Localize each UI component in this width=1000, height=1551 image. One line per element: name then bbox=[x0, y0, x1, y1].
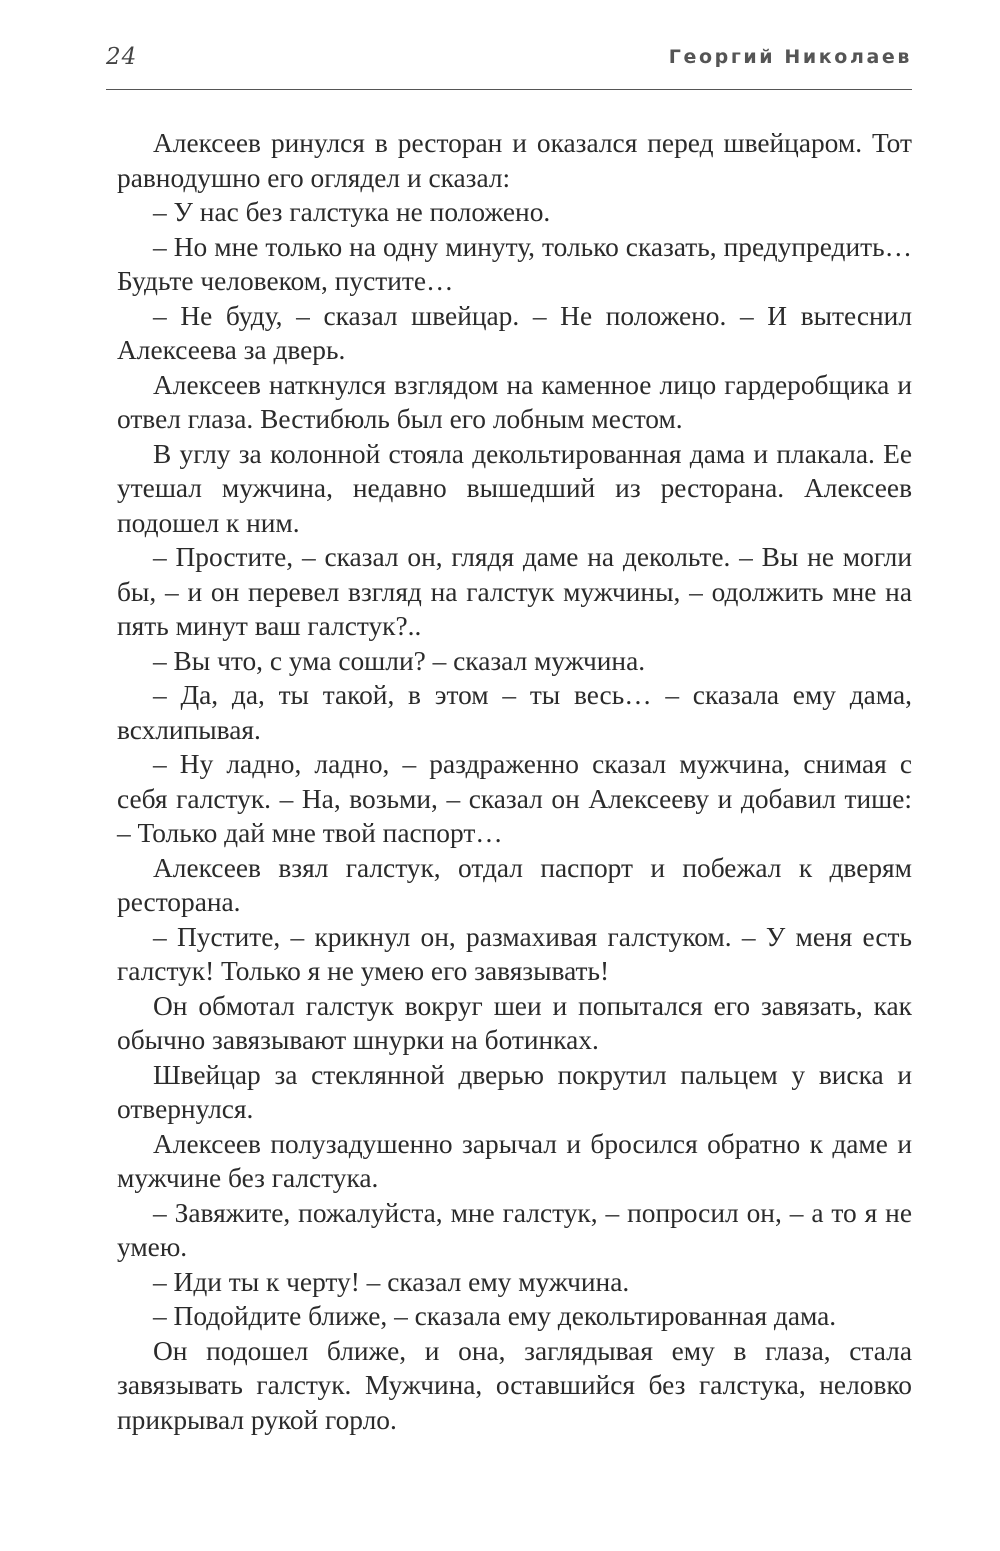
paragraph: – Иди ты к черту! – сказал ему мужчина. bbox=[153, 1266, 630, 1297]
paragraph: Швейцар за стеклянной дверью покрутил пальцем у виска и отвернулся. bbox=[117, 1059, 912, 1124]
paragraph: – Ну ладно, ладно, – раздраженно сказал мужчина, снимая с себя галстук. – На, возьми, – сказал он Алексееву и добавил тише: – Только дай мне твой паспорт… bbox=[117, 749, 912, 848]
paragraph: Алексеев наткнулся взглядом на каменное лицо гардеробщика и отвел глаза. Вестибюль был его лобным местом. bbox=[117, 369, 912, 434]
paragraph: – Не буду, – сказал швейцар. – Не положено. – И вытеснил Алексеева за дверь. bbox=[117, 300, 912, 365]
header-divider bbox=[106, 89, 912, 90]
paragraph: – Да, да, ты такой, в этом – ты весь… – сказала ему дама, всхлипывая. bbox=[117, 680, 912, 745]
page-header bbox=[106, 44, 912, 78]
paragraph: В углу за колонной стояла декольтированная дама и плакала. Ее утешал мужчина, недавно вышедший из ресторана. Алексеев подошел к ним. bbox=[117, 438, 912, 538]
page-number: 24 bbox=[106, 44, 138, 70]
paragraph: – У нас без галстука не положено. bbox=[153, 197, 551, 227]
running-head-author: Георгий Николаев bbox=[668, 46, 912, 68]
paragraph: Он подошел ближе, и она, заглядывая ему в глаза, стала завязывать галстук. Мужчина, оставшийся без галстука, неловко прикрывал рукой горло. bbox=[117, 1335, 912, 1435]
paragraph: – Простите, – сказал он, глядя даме на декольте. – Вы не могли бы, – и он перевел взгляд на галстук мужчины, – одолжить мне на пять минут ваш галстук?.. bbox=[117, 542, 912, 641]
paragraph: – Завяжите, пожалуйста, мне галстук, – попросил он, – а то я не умею. bbox=[117, 1197, 912, 1262]
paragraph: Алексеев ринулся в ресторан и оказался перед швейцаром. Тот равнодушно его оглядел и сказал: bbox=[117, 128, 912, 193]
paragraph: Алексеев взял галстук, отдал паспорт и побежал к дверям ресторана. bbox=[117, 852, 912, 917]
paragraph: Алексеев полузадушенно зарычал и бросился обратно к даме и мужчине без галстука. bbox=[117, 1128, 912, 1193]
body-text bbox=[117, 126, 912, 1437]
paragraph: Он обмотал галстук вокруг шеи и попытался его завязать, как обычно завязывают шнурки на ботинках. bbox=[117, 990, 912, 1055]
paragraph: – Подойдите ближе, – сказала ему декольтированная дама. bbox=[153, 1301, 837, 1331]
paragraph: – Но мне только на одну минуту, только сказать, предупредить… Будьте человеком, пустите… bbox=[117, 231, 912, 296]
paragraph: – Вы что, с ума сошли? – сказал мужчина. bbox=[153, 645, 646, 676]
paragraph: – Пустите, – крикнул он, размахивая галстуком. – У меня есть галстук! Только я не умею его завязывать! bbox=[117, 921, 912, 986]
